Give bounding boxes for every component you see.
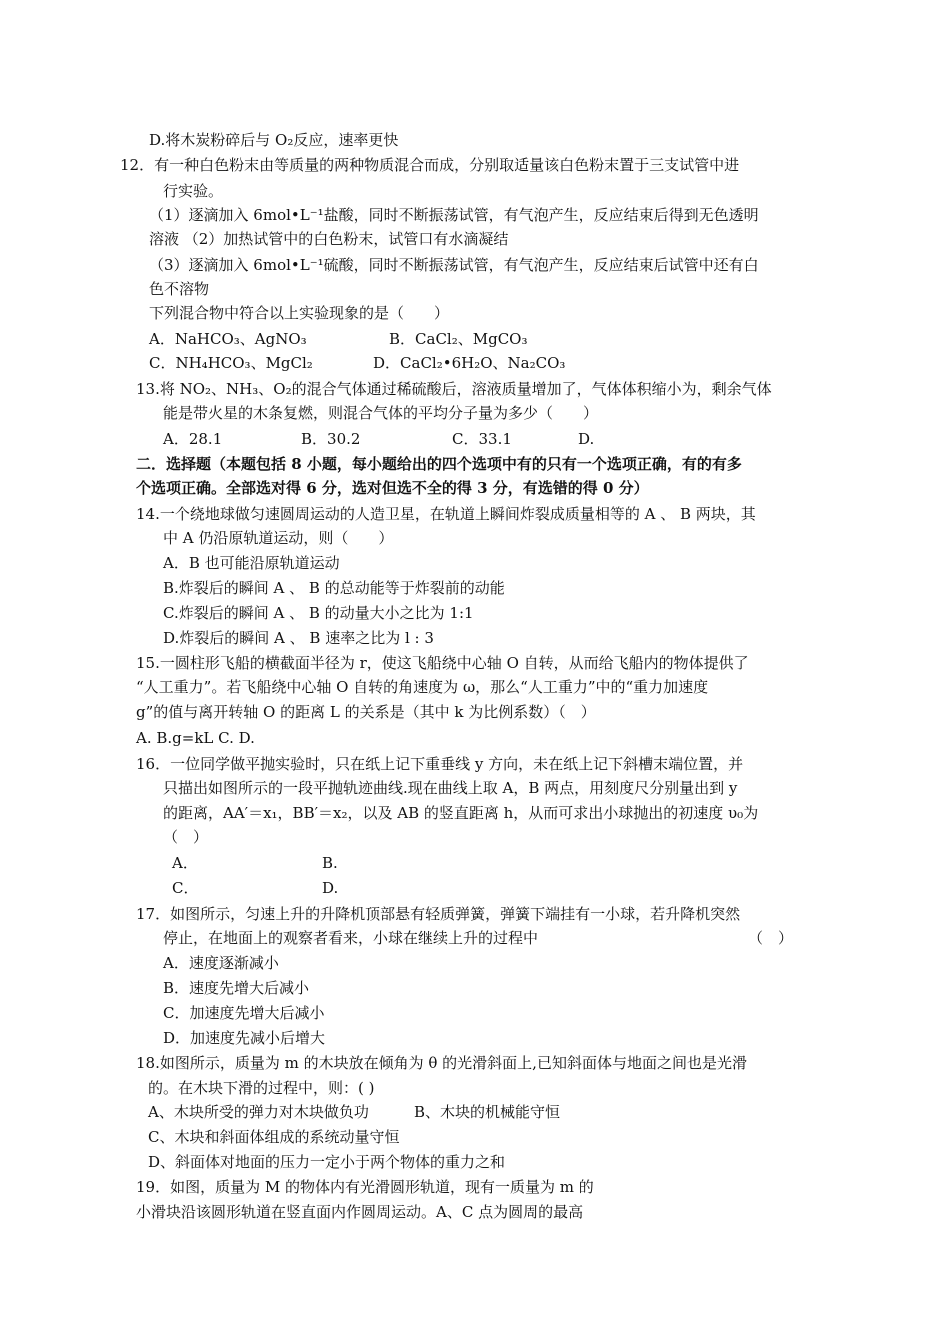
text-line: B．速度先增大后减小 <box>163 979 310 997</box>
text-line: C．33.1 <box>452 430 512 448</box>
text-line: A．B 也可能沿原轨道运动 <box>163 554 340 572</box>
text-line: D．CaCl₂•6H₂O、Na₂CO₃ <box>373 354 566 372</box>
text-line: B. <box>322 854 338 872</box>
text-line: 下列混合物中符合以上实验现象的是（ ） <box>149 304 450 322</box>
text-line: （1）逐滴加入 6mol•L⁻¹盐酸，同时不断振荡试管，有气泡产生，反应结束后得到无色透明 <box>149 206 759 224</box>
text-line: （ ） <box>748 929 794 947</box>
text-line: D．加速度先减小后增大 <box>163 1029 326 1047</box>
text-line: “人工重力”。若飞船绕中心轴 O 自转的角速度为 ω，那么“人工重力”中的“重力加速度 <box>136 678 709 696</box>
text-line: A．速度逐渐减小 <box>163 954 279 972</box>
text-line: B．CaCl₂、MgCO₃ <box>389 330 528 348</box>
text-line: A. B.g=kL C. D. <box>136 729 255 747</box>
text-line: 16．一位同学做平抛实验时，只在纸上记下重垂线 y 方向，未在纸上记下斜槽末端位置，并 <box>136 755 744 773</box>
text-line: D.炸裂后的瞬间 A 、 B 速率之比为 l : 3 <box>163 629 434 647</box>
text-line: 只描出如图所示的一段平抛轨迹曲线.现在曲线上取 A，B 两点，用刻度尺分别量出到 y <box>163 779 738 797</box>
text-line: C． <box>172 879 199 897</box>
text-line: （ ） <box>163 828 209 846</box>
text-line: A、木块所受的弹力对木块做负功 <box>148 1103 369 1121</box>
text-line: 14.一个绕地球做匀速圆周运动的人造卫星，在轨道上瞬间炸裂成质量相等的 A 、 B 两块，其 <box>136 505 756 523</box>
text-line: 能是带火星的木条复燃，则混合气体的平均分子量为多少（ ） <box>163 404 599 422</box>
text-line: 中 A 仍沿原轨道运动，则（ ） <box>163 529 394 547</box>
text-line: 溶液 （2）加热试管中的白色粉末，试管口有水滴凝结 <box>149 230 509 248</box>
text-line: A．NaHCO₃、AgNO₃ <box>149 330 307 348</box>
text-line: 的距离，AA′＝x₁，BB′＝x₂，以及 AB 的竖直距离 h，从而可求出小球抛出的初速度 υ₀为 <box>163 804 759 822</box>
text-line: 13.将 NO₂、NH₃、O₂的混合气体通过稀硫酸后，溶液质量增加了，气体体积缩小为，剩余气体 <box>136 380 772 398</box>
text-line: 小滑块沿该圆形轨道在竖直面内作圆周运动。A、C 点为圆周的最高 <box>136 1203 584 1221</box>
text-line: 的。在木块下滑的过程中，则：( ) <box>148 1079 375 1097</box>
text-line: 二．选择题（本题包括 8 小题，每小题给出的四个选项中有的只有一个选项正确，有的有多 <box>136 455 742 473</box>
text-line: C、木块和斜面体组成的系统动量守恒 <box>148 1128 400 1146</box>
text-line: 12．有一种白色粉末由等质量的两种物质混合而成，分别取适量该白色粉末置于三支试管中进 <box>120 156 740 174</box>
text-line: 停止，在地面上的观察者看来，小球在继续上升的过程中 <box>163 929 539 947</box>
text-line: C．NH₄HCO₃、MgCl₂ <box>149 354 313 372</box>
text-line: 行实验。 <box>163 182 224 200</box>
text-line: 15.一圆柱形飞船的横截面半径为 r，使这飞船绕中心轴 O 自转，从而给飞船内的物体提供了 <box>136 654 749 672</box>
text-line: D. <box>322 879 339 897</box>
text-line: D.将木炭粉碎后与 O₂反应，速率更快 <box>149 131 399 149</box>
text-line: C．加速度先增大后减小 <box>163 1004 325 1022</box>
text-line: （3）逐滴加入 6mol•L⁻¹硫酸，同时不断振荡试管，有气泡产生，反应结束后试管中还有白 <box>149 256 759 274</box>
text-line: B、木块的机械能守恒 <box>414 1103 561 1121</box>
text-line: D. <box>578 430 595 448</box>
text-line: D、斜面体对地面的压力一定小于两个物体的重力之和 <box>148 1153 506 1171</box>
text-line: 17．如图所示，匀速上升的升降机顶部悬有轻质弹簧，弹簧下端挂有一小球，若升降机突然 <box>136 905 741 923</box>
text-line: C.炸裂后的瞬间 A 、 B 的动量大小之比为 1:1 <box>163 604 474 622</box>
text-line: 色不溶物 <box>149 280 210 298</box>
text-line: g”的值与离开转轴 O 的距离 L 的关系是（其中 k 为比例系数）（ ） <box>136 703 596 721</box>
text-line: 19．如图，质量为 M 的物体内有光滑圆形轨道，现有一质量为 m 的 <box>136 1178 594 1196</box>
text-line: B.炸裂后的瞬间 A 、 B 的总动能等于炸裂前的动能 <box>163 579 505 597</box>
text-line: 个选项正确。全部选对得 6 分，选对但选不全的得 3 分，有选错的得 0 分） <box>136 479 649 497</box>
text-line: A． <box>172 854 198 872</box>
text-line: A．28.1 <box>163 430 223 448</box>
text-line: 18.如图所示，质量为 m 的木块放在倾角为 θ 的光滑斜面上,已知斜面体与地面之间也是光滑 <box>136 1054 747 1072</box>
text-line: B．30.2 <box>301 430 361 448</box>
